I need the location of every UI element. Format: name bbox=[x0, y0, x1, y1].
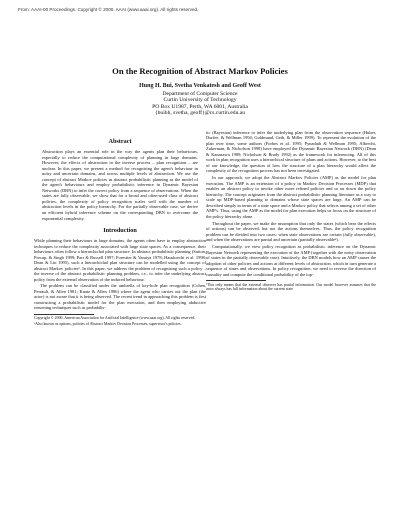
body-paragraph: In our approach, we adopt the Abstract Markov Policies (AMP) as the model for plan execution. The AMP is an extension of a policy in Markov Decision Processes (MDP) that enables an abstract policy to invoke other more refined policies and so on down the policy hierarchy. The concept originates from the abstract probabilistic planning literature as a way to scale up MDP-based planning to domains whose state spaces are large. An AMP can be described simply in terms of a state space and a Markov policy that selects among a set of other AMP's. Thus, using the AMP as the model for plan execution helps us focus on the structure of the policy hierarchy alone. bbox=[206, 175, 376, 219]
footnote: ²This only means that the external observer has partial information. Our model however assumes that the actor always has full information about the current state. bbox=[206, 282, 376, 292]
affiliation-line: Curtin University of Technology bbox=[163, 97, 237, 104]
copyright-notice: Copyright © 2000, American Association for Artificial Intelligence (www.aaai.org). All rights reserved. bbox=[34, 316, 196, 321]
author-names: Hung H. Bui, Svetha Venkatesh and Geoff West bbox=[139, 83, 261, 89]
author-block bbox=[0, 83, 400, 117]
abstract-heading: Abstract bbox=[108, 138, 132, 145]
footnote-separator bbox=[206, 280, 266, 281]
intro-paragraph: The problem can be classified under the umbrella of key-hole plan recognition (Cohen, Perrault, & Allen 1981; Kautz & Allen 1986) where the agent who carries out the plan (the actor) is not aware that it is being observed. The recent trend in approaching this problem is first constructing a probabilistic model for the plan execution, and then employing abductive reasoning techniques such as probabilis- bbox=[34, 283, 206, 311]
footnote-separator bbox=[34, 314, 94, 315]
affiliation-line: PO Box U1987, Perth, WA 6001, Australia bbox=[152, 103, 248, 110]
introduction-heading: Introduction bbox=[103, 227, 137, 235]
affiliation-line: Department of Computer Science bbox=[162, 90, 238, 97]
body-paragraph: Computationally, we view policy recognition as probabilistic inference on the Dynamic Bayesian Network representing the execution of the AMP (together with the noisy observation of states in the partially observable case). Intuitively, the DBN models how an AMP causes the adoption of other policies and actions at different levels of abstraction, which in turn generate a sequence of states and observations. In policy recognition, we need to reverse the direction of causality and compute the conditional probability of the top- bbox=[206, 244, 376, 277]
body-paragraph: Throughout the paper, we make the assumption that only the states (which bear the effects of actions) can be observed, but not the actions themselves. Thus, the policy recognition problem can be divided into two cases: when state observations are certain (fully observable), and when the observations are partial and uncertain (partially observable²). bbox=[206, 220, 376, 243]
author-emails: {buihh, svetha, geoff}@cs.curtin.edu.au bbox=[154, 110, 246, 117]
abstract-text: Abstraction plays an essential role in the way the agents plan their behaviours, especially to reduce the computational complexity of planning in large domains. However, the effects of abstraction in the inverse process – plan recognition – are unclear. In this paper, we present a method for recognising the agent's behaviour in noisy and uncertain domains, and across multiple levels of abstraction. We use the concept of abstract Markov policies in abstract probabilistic planning as the model of the agent's behaviours and employ probabilistic inference in Dynamic Bayesian Networks (DBN) to infer the correct policy from a sequence of observations. When the states are fully observable, we show that for a broad and often-used class of abstract policies, the complexity of policy recognition scales well with the number of abstraction levels in the policy hierarchy. For the partially observable case, we derive an efficient hybrid inference scheme on the corresponding DBN to overcome the exponential complexity. bbox=[42, 149, 198, 221]
footnote: ¹Also known as options, policies of Abstract Markov Decision Processes, supervisor's policies. bbox=[34, 322, 182, 326]
paper-title: On the Recognition of Abstract Markov Policies bbox=[112, 66, 288, 76]
left-column bbox=[34, 138, 206, 328]
proceedings-note: From: AAAI-00 Proceedings. Copyright © 2000, AAAI (www.aaai.org). All rights reserved. bbox=[18, 7, 199, 12]
right-column bbox=[206, 130, 376, 293]
body-paragraph: tic (Bayesian) inference to infer the underlying plan from the observation sequence (Huber, Durfee, & Wellman 1994; Goldmand, Geib, & Miller 1999). To represent the evolution of the plan over time, some authors (Forbes et al. 1995; Pynadath & Wellman 1995; Albrecht, Zukerman, & Nicholson 1998) have employed the Dynamic Bayesian Network (DBN) (Dean & Kanazawa 1989; Nicholson & Brady 1992) as the framework for inferencing. All of this work in plan recognition uses a hierarchical structure of plans and actions. However, to the best of our knowledge, the question of how the structure of a plan hierarchy would affect the complexity of the recognition process has not been investigated. bbox=[206, 130, 376, 174]
intro-paragraph: While planning their behaviours in large domains, the agents often have to employ abstraction techniques to reduce the complexity associated with large state spaces. As a consequence, their behaviours often follow a hierarchichal plan structure. In abstract probabilistic planning (Sutton, Precup, & Singh 1999; Parr & Russell 1997; Forestier & Varaiya 1978; Hauskrecht et al. 1998; Dean & Lin 1995), such a hierarchichal plan structure can be modelled using the concept of abstract Markov policies¹. In this paper, we address the problem of recognising such a policy – the inverse of the abstract probabilistic planning problem, i.e., to infer the underlying abstract policy from the external observation of the induced behaviour. bbox=[34, 238, 206, 282]
